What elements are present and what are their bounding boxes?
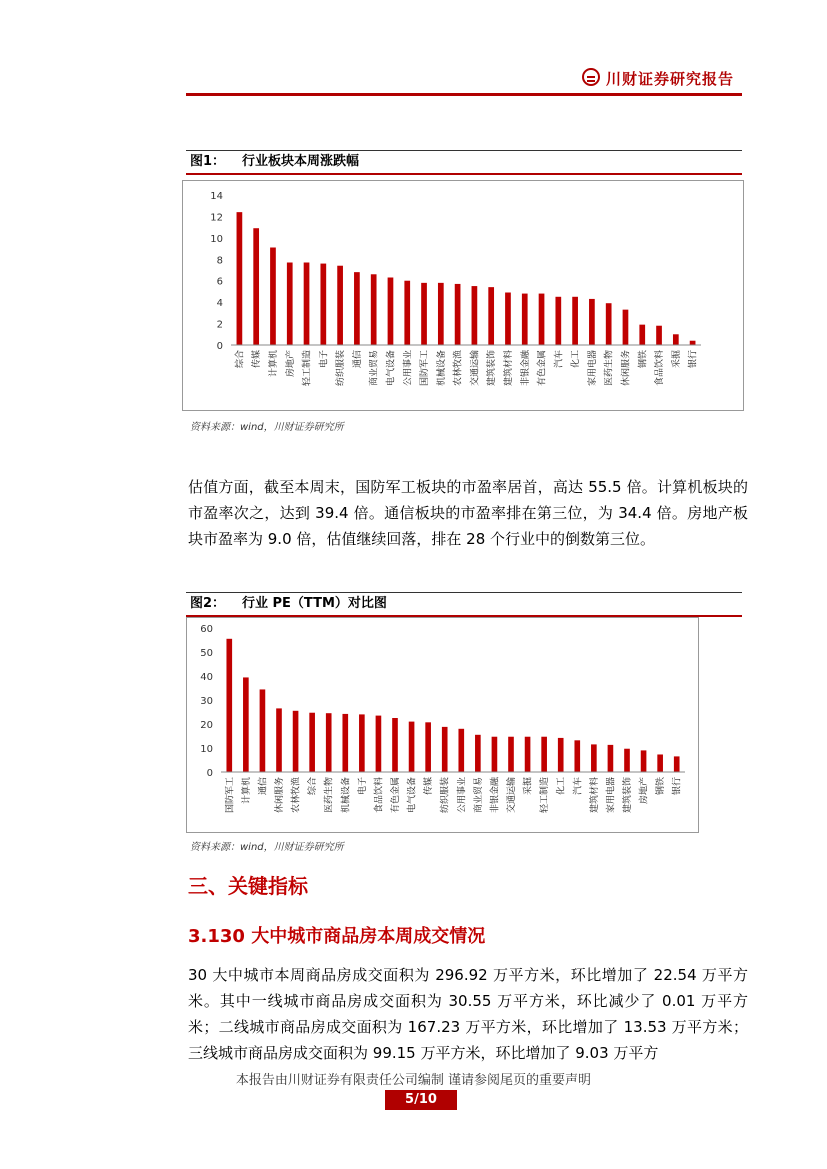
fig1-category-label: 计算机 xyxy=(268,350,279,378)
fig1-bar xyxy=(555,297,561,345)
fig2-bar xyxy=(574,740,580,772)
fig1-y-tick-label: 2 xyxy=(216,319,223,331)
fig1-bar xyxy=(253,228,259,345)
fig1-bar xyxy=(270,248,276,346)
fig2-category-label: 公用事业 xyxy=(457,777,468,814)
fig2-category-label: 钢铁 xyxy=(656,777,667,796)
fig2-category-label: 机械设备 xyxy=(341,777,352,814)
fig2-category-label: 休闲服务 xyxy=(275,777,285,814)
figure-2-number: 图2： xyxy=(190,596,226,611)
fig1-category-label: 房地产 xyxy=(285,350,296,378)
fig1-category-label: 农林牧渔 xyxy=(453,350,464,387)
fig1-category-label: 建筑装饰 xyxy=(487,350,498,387)
fig2-category-label: 食品饮料 xyxy=(374,777,385,814)
fig2-category-label: 房地产 xyxy=(639,777,650,805)
fig1-bar xyxy=(539,294,545,345)
fig2-category-label: 非银金融 xyxy=(490,777,501,814)
fig2-y-tick-label: 10 xyxy=(200,744,213,755)
fig1-category-label: 钢铁 xyxy=(638,350,649,369)
fig1-bar xyxy=(623,310,629,345)
fig2-category-label: 化工 xyxy=(556,777,567,796)
fig2-bar xyxy=(293,711,299,772)
fig2-bar xyxy=(409,722,415,772)
fig2-bar xyxy=(442,727,448,772)
fig2-category-label: 汽车 xyxy=(573,777,584,796)
fig2-bar xyxy=(425,722,431,772)
fig2-bar xyxy=(392,718,398,772)
fig1-bar xyxy=(237,212,243,345)
fig2-category-label: 采掘 xyxy=(523,777,534,796)
fig2-y-tick-label: 30 xyxy=(200,696,213,707)
fig2-bar xyxy=(243,677,249,772)
fig1-bar xyxy=(320,264,326,345)
fig1-category-label: 电子 xyxy=(319,350,330,369)
fig2-bar xyxy=(657,754,663,772)
fig1-bar xyxy=(421,283,427,345)
brand-name: 川财证券研究报告 xyxy=(606,70,735,88)
fig2-bar xyxy=(309,713,315,772)
fig2-bar xyxy=(260,689,266,772)
figure-1-title: 行业板块本周涨跌幅 xyxy=(242,154,360,169)
fig2-category-label: 交通运输 xyxy=(507,777,517,814)
fig2-bar xyxy=(608,745,614,772)
fig1-category-label: 纺织服装 xyxy=(336,350,347,387)
fig2-bar xyxy=(475,735,481,772)
fig2-bar xyxy=(674,756,680,772)
fig1-y-tick-label: 12 xyxy=(210,212,223,224)
fig2-bar xyxy=(508,737,514,772)
fig2-category-label: 电气设备 xyxy=(407,777,418,814)
fig2-bar xyxy=(326,713,332,772)
fig1-bar xyxy=(337,266,343,345)
figure-2-title-bar xyxy=(186,592,742,617)
fig1-category-label: 非银金融 xyxy=(520,350,531,387)
figure-1-chart-frame xyxy=(182,180,744,411)
fig2-category-label: 银行 xyxy=(672,777,683,796)
fig1-bar xyxy=(438,283,444,345)
fig2-category-label: 综合 xyxy=(308,777,319,796)
fig1-bar xyxy=(522,294,528,345)
fig2-category-label: 商业贸易 xyxy=(473,777,484,814)
fig1-category-label: 轻工制造 xyxy=(302,350,313,387)
fig1-y-tick-label: 14 xyxy=(210,191,223,202)
fig2-y-tick-label: 0 xyxy=(206,768,213,779)
subsection-heading: 3.130 大中城市商品房本周成交情况 xyxy=(188,926,486,947)
fig2-category-label: 建筑材料 xyxy=(589,777,600,814)
valuation-paragraph: 估值方面，截至本周末，国防军工板块的市盈率居首，高达 55.5 倍。计算机板块的市盈率次之，达到 39.4 倍。通信板块的市盈率排在第三位，为 34.4 倍。房地产板块市盈率为 9.0 倍，估值继续回落，排在 28 个行业中的倒数第三位。 xyxy=(188,478,748,548)
fig2-category-label: 通信 xyxy=(258,777,269,796)
footer-disclaimer: 本报告由川财证券有限责任公司编制 谨请参阅尾页的重要声明 xyxy=(235,1073,592,1088)
fig1-bar xyxy=(304,263,310,346)
fig2-category-label: 家用电器 xyxy=(606,777,617,814)
figure-1-title-bar xyxy=(186,150,742,175)
fig1-bar xyxy=(472,286,478,345)
fig2-bar xyxy=(376,716,382,772)
fig1-category-label: 综合 xyxy=(235,350,246,369)
fig2-category-label: 医药生物 xyxy=(324,777,335,814)
fig1-y-tick-label: 10 xyxy=(210,233,223,245)
fig2-bar xyxy=(276,708,282,772)
fig1-category-label: 交通运输 xyxy=(470,350,481,387)
fig2-y-tick-label: 60 xyxy=(200,624,213,635)
fig2-bar xyxy=(458,729,464,772)
figure-2-chart-frame xyxy=(186,617,699,833)
fig2-bar xyxy=(492,737,498,772)
fig2-bar xyxy=(226,639,232,772)
fig1-category-label: 商业贸易 xyxy=(369,350,380,387)
fig1-category-label: 电气设备 xyxy=(386,350,397,387)
fig2-category-label: 轻工制造 xyxy=(540,777,551,814)
fig1-category-label: 家用电器 xyxy=(587,350,598,387)
fig1-y-tick-label: 4 xyxy=(216,298,223,310)
fig1-category-label: 机械设备 xyxy=(436,350,447,387)
fig1-y-tick-label: 6 xyxy=(216,276,223,288)
fig1-bar xyxy=(505,293,511,346)
fig2-category-label: 纺织服装 xyxy=(440,777,451,814)
fig1-category-label: 公用事业 xyxy=(403,350,414,387)
fig2-bar xyxy=(342,714,348,772)
fig2-category-label: 计算机 xyxy=(241,777,252,805)
fig1-bar xyxy=(404,281,410,345)
figure-2-source: 资料来源：wind，川财证券研究所 xyxy=(190,842,344,853)
fig1-bar xyxy=(606,303,612,345)
fig1-category-label: 采掘 xyxy=(671,349,682,369)
fig2-bar xyxy=(591,744,597,772)
fig1-bar xyxy=(656,326,662,345)
fig2-category-label: 电子 xyxy=(357,777,368,796)
page-number: 5/10 xyxy=(385,1090,457,1110)
fig2-y-tick-label: 50 xyxy=(200,648,213,659)
fig2-category-label: 传媒 xyxy=(424,777,435,796)
fig1-y-tick-label: 8 xyxy=(216,255,223,267)
fig1-category-label: 通信 xyxy=(352,350,363,369)
fig1-bar xyxy=(673,334,679,345)
fig1-bar xyxy=(354,272,360,345)
figure-1-source: 资料来源：wind，川财证券研究所 xyxy=(190,422,344,433)
section-heading: 三、关键指标 xyxy=(188,874,308,898)
fig1-category-label: 银行 xyxy=(688,350,699,369)
fig1-bar xyxy=(455,284,461,345)
figure-1-chart xyxy=(183,181,743,410)
fig2-bar xyxy=(624,749,630,772)
figure-2-chart xyxy=(187,618,698,832)
fig1-bar xyxy=(488,287,494,345)
fig2-category-label: 农林牧渔 xyxy=(291,777,302,814)
fig1-bar xyxy=(287,263,293,346)
fig1-bar xyxy=(589,299,595,345)
figure-2-title: 行业 PE（TTM）对比图 xyxy=(242,596,387,611)
fig2-bar xyxy=(541,737,547,772)
transaction-paragraph: 30 大中城市本周商品房成交面积为 296.92 万平方米，环比增加了 22.54 万平方米。其中一线城市商品房成交面积为 30.55 万平方米，环比减少了 0.01 万平方米；二线城市商品房成交面积为 167.23 万平方米，环比增加了 13.53 万平方米；三线城市商品房成交面积为 99.15 万平方米，环比增加了 9.03 万平方 xyxy=(188,966,748,1062)
brand-logo-icon xyxy=(582,68,600,86)
page-header xyxy=(186,66,742,96)
fig1-bar xyxy=(572,297,578,345)
fig1-y-tick-label: 0 xyxy=(216,341,223,352)
fig1-category-label: 传媒 xyxy=(252,350,263,369)
fig1-category-label: 休闲服务 xyxy=(621,350,632,387)
fig2-category-label: 有色金属 xyxy=(391,777,401,814)
fig1-category-label: 食品饮料 xyxy=(655,350,666,387)
fig1-category-label: 有色金属 xyxy=(537,350,548,387)
fig2-bar xyxy=(558,738,564,772)
fig1-category-label: 国防军工 xyxy=(420,350,431,387)
fig1-bar xyxy=(388,278,394,346)
fig1-category-label: 汽车 xyxy=(554,350,565,369)
fig1-bar xyxy=(371,274,377,345)
figure-1-number: 图1： xyxy=(190,154,226,169)
fig2-bar xyxy=(641,750,647,772)
fig2-category-label: 建筑装饰 xyxy=(623,777,633,814)
fig2-category-label: 国防军工 xyxy=(225,777,236,814)
fig1-category-label: 化工 xyxy=(571,350,582,369)
fig2-y-tick-label: 40 xyxy=(200,672,213,683)
fig2-bar xyxy=(525,737,531,772)
fig1-bar xyxy=(690,341,696,345)
fig1-category-label: 建筑材料 xyxy=(503,350,514,387)
fig2-y-tick-label: 20 xyxy=(200,720,213,731)
fig1-category-label: 医药生物 xyxy=(604,350,615,387)
fig2-bar xyxy=(359,714,365,772)
fig1-bar xyxy=(639,325,645,345)
